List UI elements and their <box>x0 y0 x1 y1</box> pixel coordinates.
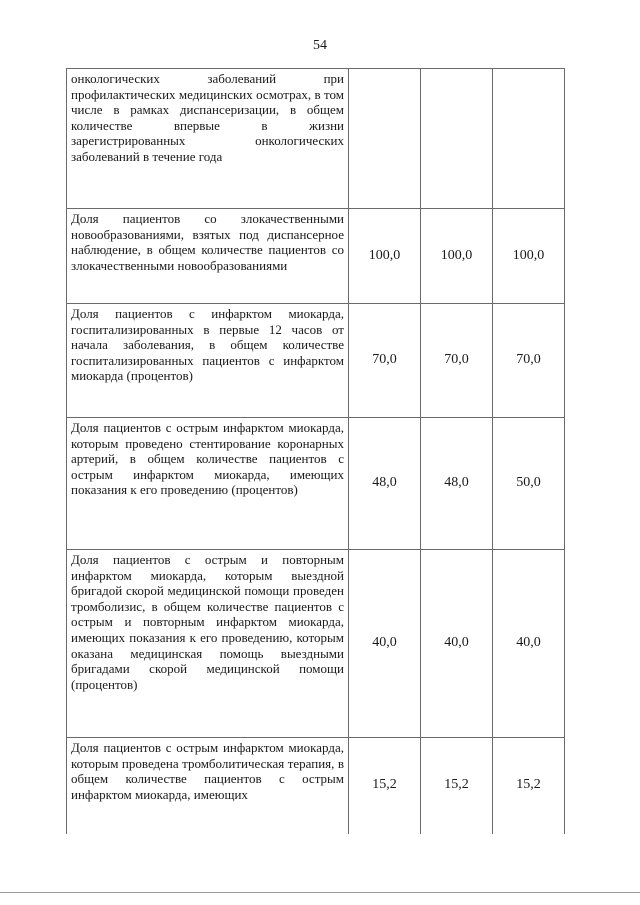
indicator-value: 48,0 <box>349 418 421 550</box>
table-row <box>67 550 565 738</box>
indicator-value: 70,0 <box>493 304 565 418</box>
indicators-table <box>66 68 565 834</box>
indicator-value: 70,0 <box>349 304 421 418</box>
table-row <box>67 738 565 834</box>
indicator-value: 15,2 <box>493 738 565 834</box>
indicator-description: Доля пациентов с острым инфарктом миокарда, которым проведено стентирование коронарных артерий, в общем количестве пациентов с острым инфарктом миокарда, имеющих показания к его проведению (процентов) <box>67 418 349 550</box>
indicator-value: 15,2 <box>421 738 493 834</box>
page-number: 54 <box>313 38 327 53</box>
indicator-value: 70,0 <box>421 304 493 418</box>
indicator-value: 48,0 <box>421 418 493 550</box>
table-row <box>67 304 565 418</box>
indicator-description: онкологических заболеваний при профилактических медицинских осмотрах, в том числе в рамках диспансеризации, в общем количестве впервые в жизни зарегистрированных онкологических заболеваний в течение года <box>67 69 349 209</box>
indicator-value: 50,0 <box>493 418 565 550</box>
page-bottom-rule <box>0 892 640 893</box>
indicator-value: 40,0 <box>349 550 421 738</box>
table-row <box>67 418 565 550</box>
indicator-value <box>493 69 565 209</box>
indicator-description: Доля пациентов с инфарктом миокарда, госпитализированных в первые 12 часов от начала заболевания, в общем количестве госпитализированных пациентов с инфарктом миокарда (процентов) <box>67 304 349 418</box>
table-row <box>67 69 565 209</box>
indicator-description: Доля пациентов со злокачественными новообразованиями, взятых под диспансерное наблюдение, в общем количестве пациентов со злокачественными новообразованиями <box>67 209 349 304</box>
indicator-description: Доля пациентов с острым и повторным инфарктом миокарда, которым выездной бригадой скорой медицинской помощи проведен тромболизис, в общем количестве пациентов с острым и повторным инфарктом миокарда, имеющих показания к его проведению, которым оказана медицинская помощь выездными бригадами скорой медицинской помощи (процентов) <box>67 550 349 738</box>
indicator-value: 100,0 <box>421 209 493 304</box>
indicator-value: 15,2 <box>349 738 421 834</box>
indicator-value: 100,0 <box>349 209 421 304</box>
indicator-value: 40,0 <box>493 550 565 738</box>
indicator-value <box>349 69 421 209</box>
indicator-value: 100,0 <box>493 209 565 304</box>
indicator-description: Доля пациентов с острым инфарктом миокарда, которым проведена тромболитическая терапия, в общем количестве пациентов с острым инфарктом миокарда, имеющих <box>67 738 349 834</box>
indicator-value: 40,0 <box>421 550 493 738</box>
indicator-value <box>421 69 493 209</box>
table-row <box>67 209 565 304</box>
